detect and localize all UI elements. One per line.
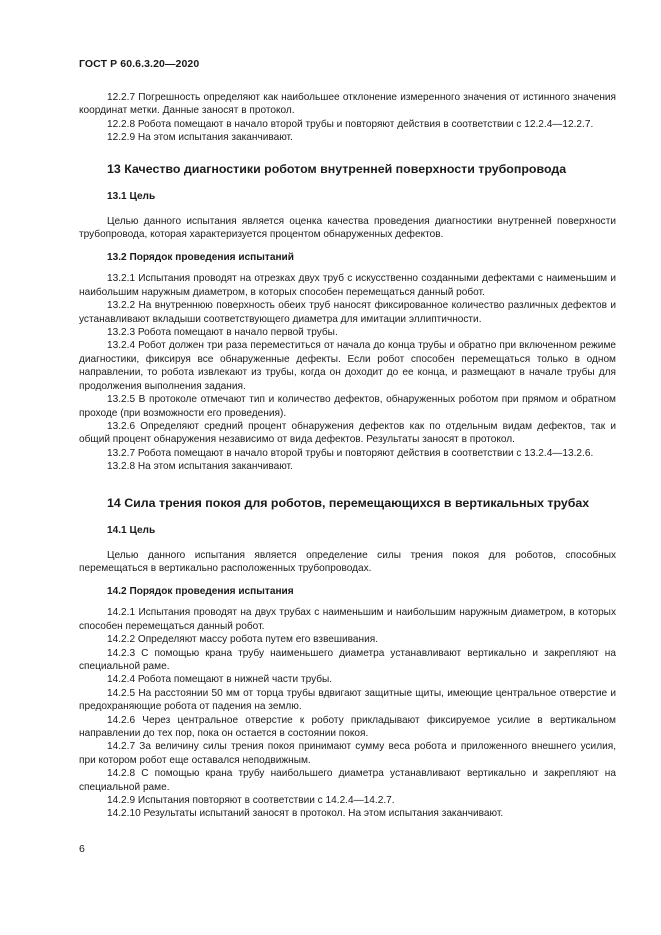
standard-header: ГОСТ Р 60.6.3.20—2020	[79, 58, 200, 70]
clause-14-2-6: 14.2.6 Через центральное отверстие к роботу прикладывают фиксируемое усилие в вертикальном направлении до тех пор, пока он остается в состоянии покоя.	[79, 714, 616, 739]
clause-14-2-8: 14.2.8 С помощью крана трубу наибольшего диаметра устанавливают вертикально и закрепляют на специальной раме.	[79, 768, 616, 793]
clause-14-2-7: 14.2.7 За величину силы трения покоя принимают сумму веса робота и приложенного внешнего усилия, при котором робот еще оставался неподвижным.	[79, 741, 616, 766]
clause-14-2-5: 14.2.5 На расстоянии 50 мм от торца трубы вдвигают защитные щиты, имеющие центральное отверстие и предохраняющие робота от падения на землю.	[79, 687, 616, 713]
clause-14-2-10: 14.2.10 Результаты испытаний заносят в протокол. На этом испытания заканчивают.	[107, 808, 504, 820]
subsection-13-1-heading: 13.1 Цель	[107, 190, 156, 202]
clause-13-2-1: 13.2.1 Испытания проводят на отрезках двух труб с искусственно созданными дефектами с наименьшим и наибольшим наружным диаметром, в которых способен перемещаться данный робот.	[79, 273, 616, 298]
section-14-heading: 14 Сила трения покоя для роботов, перемещающихся в вертикальных трубах	[107, 495, 590, 510]
clause-14-2-9: 14.2.9 Испытания повторяют в соответствии с 14.2.4—14.2.7.	[107, 795, 395, 807]
clause-14-2-4: 14.2.4 Робота помещают в нижней части трубы.	[107, 674, 333, 686]
clause-14-1-text: Целью данного испытания является определение силы трения покоя для роботов, способных перемещаться в вертикально расположенных трубопроводах.	[79, 549, 616, 574]
clause-12-2-7: 12.2.7 Погрешность определяют как наибольшее отклонение измеренного значения от истинного значения координат метки. Данные заносят в протокол.	[79, 92, 616, 117]
document-body	[79, 91, 616, 821]
clause-13-2-2: 13.2.2 На внутреннюю поверхность обеих труб наносят фиксированное количество различных дефектов и устанавливают вкладыши соответствующего диаметра для имитации эллиптичности.	[79, 300, 616, 325]
clause-14-2-2: 14.2.2 Определяют массу робота путем его взвешивания.	[107, 634, 379, 646]
clause-13-1-text: Целью данного испытания является оценка качества проведения диагностики внутренней поверхности трубопровода, которая характеризуется процентом обнаруженных дефектов.	[79, 215, 616, 241]
clause-13-2-8: 13.2.8 На этом испытания заканчивают.	[107, 461, 293, 473]
clause-13-2-6: 13.2.6 Определяют средний процент обнаружения дефектов как по отдельным видам дефектов, так и общий процент обнаружения независимо от вида дефектов. Результаты заносят в протокол.	[79, 420, 616, 446]
clause-12-2-8: 12.2.8 Робота помещают в начало второй трубы и повторяют действия в соответствии с 12.2.4—12.2.7.	[107, 118, 594, 130]
clause-13-2-3: 13.2.3 Робота помещают в начало первой трубы.	[107, 327, 338, 339]
clause-13-2-5: 13.2.5 В протоколе отмечают тип и количество дефектов, обнаруженных роботом при прямом и обратном проходе (при возможности его проведения).	[79, 394, 616, 419]
subsection-14-1-heading: 14.1 Цель	[107, 524, 156, 536]
clause-14-2-3: 14.2.3 С помощью крана трубу наименьшего диаметра устанавливают вертикально и закрепляют на специальной раме.	[79, 647, 616, 672]
clause-12-2-9: 12.2.9 На этом испытания заканчивают.	[107, 132, 293, 144]
clause-13-2-7: 13.2.7 Робота помещают в начало второй трубы и повторяют действия в соответствии с 13.2.4—13.2.6.	[107, 447, 594, 459]
subsection-13-2-heading: 13.2 Порядок проведения испытаний	[107, 252, 294, 264]
subsection-14-2-heading: 14.2 Порядок проведения испытания	[107, 586, 294, 598]
clause-14-2-1: 14.2.1 Испытания проводят на двух трубах с наименьшим и наибольшим наружным диаметром, в которых способен перемещаться данный робот.	[79, 607, 616, 632]
page-number: 6	[79, 843, 85, 855]
clause-13-2-4: 13.2.4 Робот должен три раза переместиться от начала до конца трубы и обратно при включенном режиме диагностики, фиксируя все обнаруженные дефекты. Если робот способен перемещаться только в одном направлении, то робота извлекают из трубы, когда он доходит до ее конца, и размещают в начале трубы для продолжения выполнения задания.	[79, 340, 616, 392]
section-13-heading: 13 Качество диагностики роботом внутренней поверхности трубопровода	[107, 161, 567, 176]
